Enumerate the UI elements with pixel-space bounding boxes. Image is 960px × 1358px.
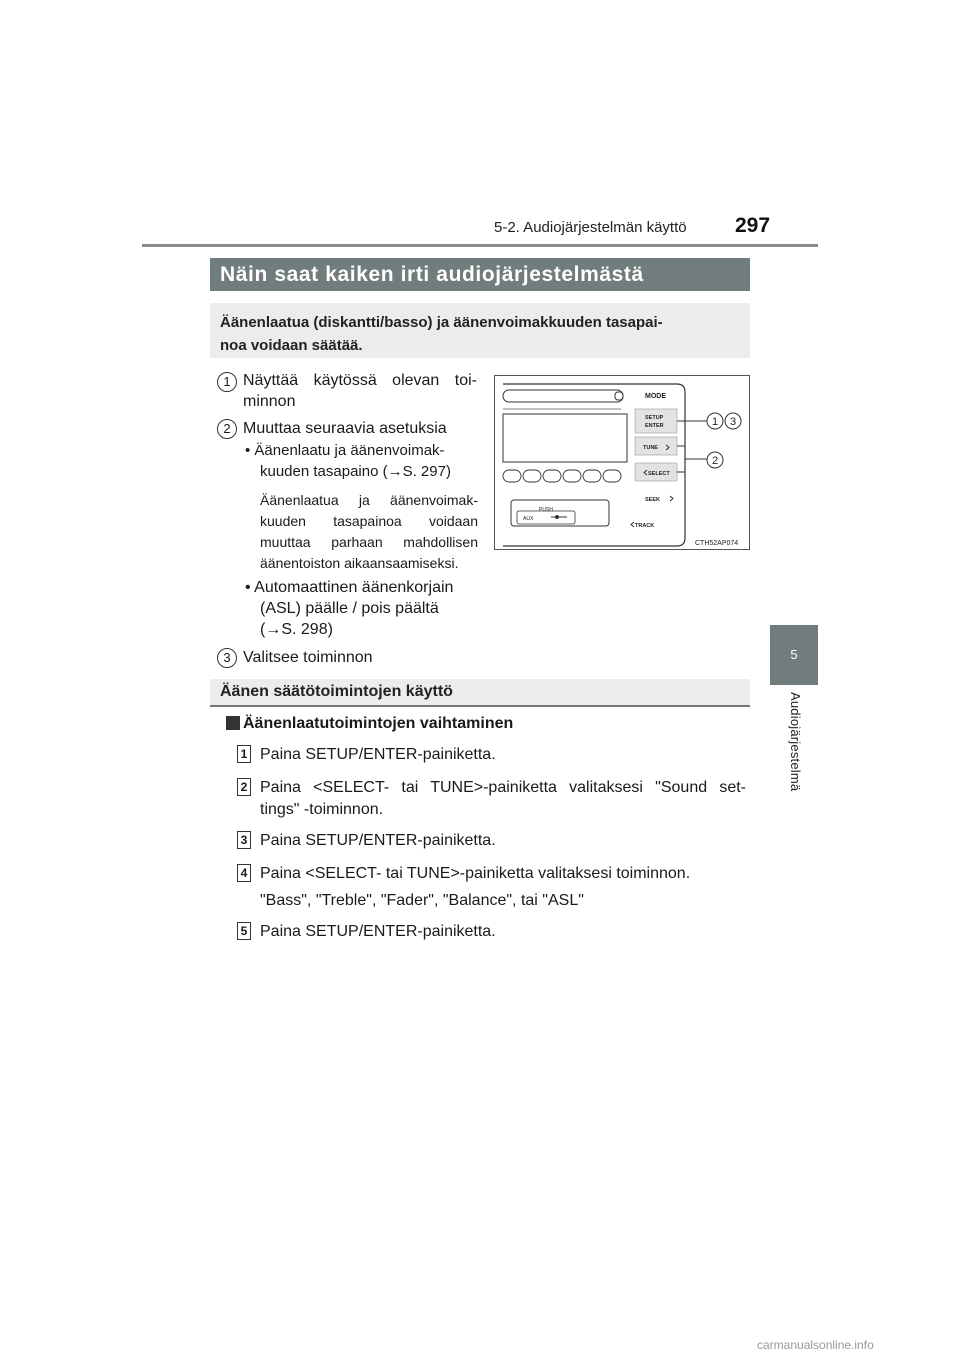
callout-text-3: Valitsee toiminnon <box>243 649 373 666</box>
step-text-2-line-1: Paina <SELECT- tai TUNE>-painiketta valitaksesi "Sound set- <box>260 779 746 796</box>
chapter-label: Audiojärjestelmä <box>788 692 803 792</box>
intro-line-1: Äänenlaatua (diskantti/basso) ja äänenvoimakkuuden tasapai- <box>220 314 663 331</box>
callout-text-2: Muuttaa seuraavia asetuksia <box>243 420 447 437</box>
step-number-3: 3 <box>237 831 251 849</box>
page-number: 297 <box>735 214 771 237</box>
step-number-4: 4 <box>237 864 251 882</box>
bullet-1-line-1: • Äänenlaatu ja äänenvoimak- <box>245 442 445 459</box>
setup-button-label-1: SETUP <box>645 415 664 421</box>
header-rule <box>142 244 818 247</box>
step-number-2: 2 <box>237 778 251 796</box>
step-text-4-line-1: Paina <SELECT- tai TUNE>-painiketta valitaksesi toiminnon. <box>260 865 691 882</box>
step-text-5: Paina SETUP/ENTER-painiketta. <box>260 923 496 940</box>
usage-subheading: Äänenlaatutoimintojen vaihtaminen <box>243 715 514 732</box>
seek-button-label: SEEK <box>645 497 660 503</box>
subheading-square-icon <box>226 716 240 735</box>
callout-text-1: Näyttää käytössä olevan toi-minnon <box>243 372 477 410</box>
mode-button-label: MODE <box>645 393 666 400</box>
usage-title: Äänen säätötoimintojen käyttö <box>210 679 750 707</box>
seek-arrow-icon <box>670 496 673 501</box>
step-text-1: Paina SETUP/ENTER-painiketta. <box>260 746 496 763</box>
bullet-1-line-2: kuuden tasapaino (→S. 297) <box>260 463 451 480</box>
step-text-2-line-2: tings" -toiminnon. <box>260 801 384 818</box>
audio-unit-figure <box>494 375 750 550</box>
step-number-1: 1 <box>237 745 251 763</box>
audio-unit-drawing <box>495 376 751 551</box>
callout-number-3: 3 <box>217 648 237 668</box>
watermark: carmanualsonline.info <box>757 1338 874 1352</box>
select-button-label: SELECT <box>648 471 670 477</box>
intro-line-2: noa voidaan säätää. <box>220 337 363 354</box>
tune-button-label: TUNE <box>643 445 658 451</box>
label-push: PUSH <box>539 507 553 513</box>
bullet-2-line-2: (ASL) päälle / pois päältä <box>260 600 439 617</box>
step-text-4-line-2: "Bass", "Treble", "Fader", "Balance", tai "ASL" <box>260 892 584 909</box>
figure-code: CTH52AP074 <box>695 540 739 547</box>
step-number-5: 5 <box>237 922 251 940</box>
bullet-2-line-1: • Automaattinen äänenkorjain <box>245 579 454 596</box>
section-path: 5-2. Audiojärjestelmän käyttö <box>494 219 687 236</box>
track-arrow-icon <box>631 522 634 527</box>
section-title: Näin saat kaiken irti audiojärjestelmästä <box>210 258 750 291</box>
figure-callout-3-label: 3 <box>730 416 737 428</box>
setup-button-label-2: ENTER <box>645 423 664 429</box>
chapter-tab: 5 <box>770 625 818 685</box>
bullet-2-line-3: (→S. 298) <box>260 621 333 638</box>
track-button-label: TRACK <box>635 523 655 529</box>
callout-number-1: 1 <box>217 372 237 392</box>
figure-callout-2-label: 2 <box>712 455 719 467</box>
callout-number-2: 2 <box>217 419 237 439</box>
label-aux: AUX <box>523 516 534 522</box>
intro-box <box>210 303 750 358</box>
figure-callout-1-label: 1 <box>712 416 719 428</box>
bullet-1-note: Äänenlaatua ja äänenvoimak-kuuden tasapainoa voidaan muuttaa parhaan mahdollisen äänentoiston aikaansaamiseksi. <box>260 492 478 571</box>
step-text-3: Paina SETUP/ENTER-painiketta. <box>260 832 496 849</box>
